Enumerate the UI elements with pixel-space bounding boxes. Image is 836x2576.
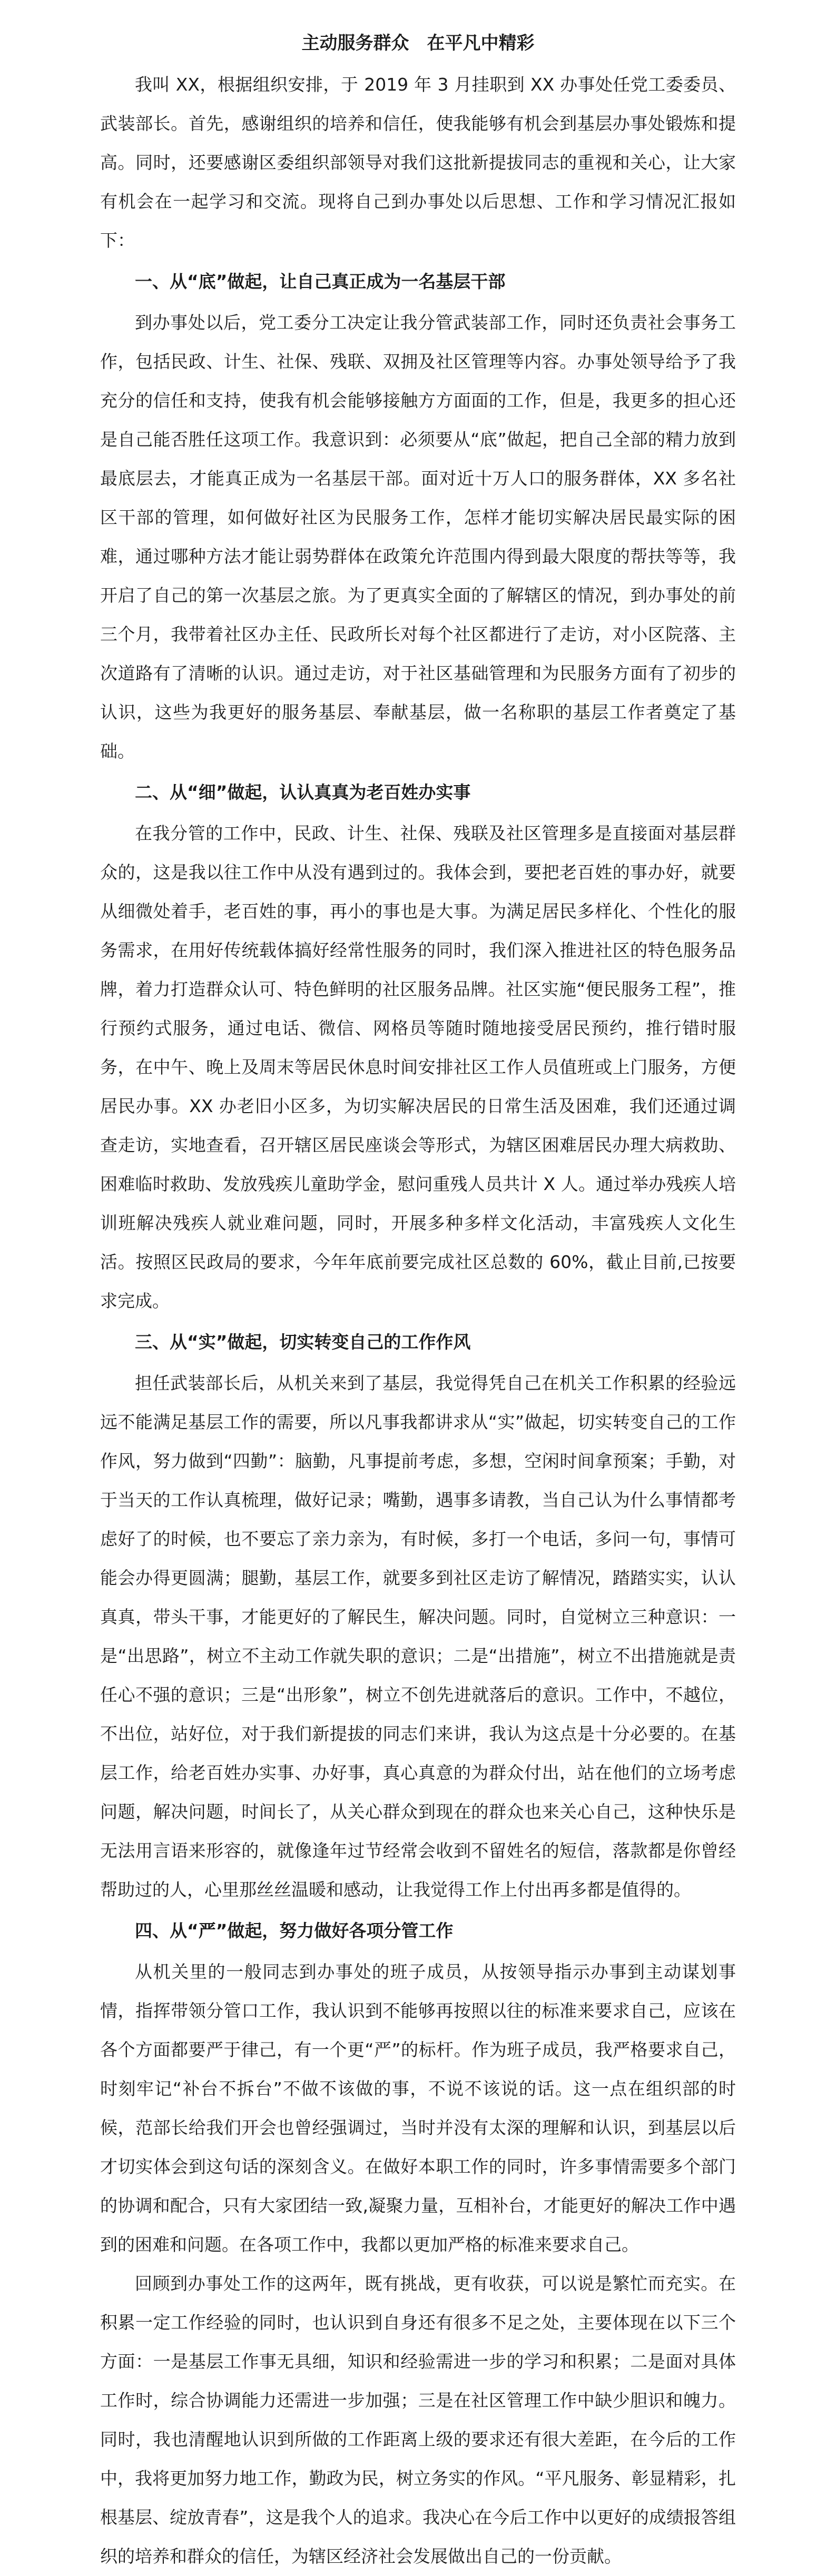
section-1-heading: 一、从“底”做起，让自己真正成为一名基层干部 <box>135 271 506 292</box>
section-2-body: 在我分管的工作中，民政、计生、社保、残联及社区管理多是直接面对基层群众的，这是我以往工作中从没有遇到过的。我体会到，要把老百姓的事办好，就要从细微处着手，老百姓的事，再小的事也是大事。为满足居民多样化、个性化的服务需求，在用好传统载体搞好经常性服务的同时，我们深入推进社区的特色服务品牌，着力打造群众认可、特色鲜明的社区服务品牌。社区实施“便民服务工程”，推行预约式服务，通过电话、微信、网格员等随时随地接受居民预约，推行错时服务，在中午、晚上及周末等居民休息时间安排社区工作人员值班或上门服务，方便居民办事。XX 办老旧小区多，为切实解决居民的日常生活及困难，我们还通过调查走访，实地查看，召开辖区居民座谈会等形式，为辖区困难居民办理大病救助、困难临时救助、发放残疾儿童助学金，慰问重残人员共计 X 人。通过举办残疾人培训班解决残疾人就业难问题，同时，开展多种多样文化活动，丰富残疾人文化生活。按照区民政局的要求，今年年底前要完成社区总数的 60%，截止目前,已按要求完成。 <box>100 823 736 1311</box>
section-2-heading: 二、从“细”做起，认认真真为老百姓办实事 <box>135 782 471 802</box>
section-4-heading: 四、从“严”做起，努力做好各项分管工作 <box>135 1920 454 1941</box>
section-4-body: 从机关里的一般同志到办事处的班子成员，从按领导指示办事到主动谋划事情，指挥带领分管口工作，我认识到不能够再按照以往的标准来要求自己，应该在各个方面都要严于律己，有一个更“严”的标杆。作为班子成员，我严格要求自己，时刻牢记“补台不拆台”不做不该做的事，不说不该说的话。这一点在组织部的时候，范部长给我们开会也曾经强调过，当时并没有太深的理解和认识，到基层以后才切实体会到这句话的深刻含义。在做好本职工作的同时，许多事情需要多个部门的协调和配合，只有大家团结一致,凝聚力量，互相补台，才能更好的解决工作中遇到的困难和问题。在各项工作中，我都以更加严格的标准来要求自己。 <box>100 1961 736 2255</box>
section-1-body: 到办事处以后，党工委分工决定让我分管武装部工作，同时还负责社会事务工作，包括民政、计生、社保、残联、双拥及社区管理等内容。办事处领导给予了我充分的信任和支持，使我有机会能够接触方方面面的工作，但是，我更多的担心还是自己能否胜任这项工作。我意识到：必须要从“底”做起，把自己全部的精力放到最底层去，才能真正成为一名基层干部。面对近十万人口的服务群体，XX 多名社区干部的管理，如何做好社区为民服务工作，怎样才能切实解决居民最实际的困难，通过哪种方法才能让弱势群体在政策允许范围内得到最大限度的帮扶等等，我开启了自己的第一次基层之旅。为了更真实全面的了解辖区的情况，到办事处的前三个月，我带着社区办主任、民政所长对每个社区都进行了走访，对小区院落、主次道路有了清晰的认识。通过走访，对于社区基础管理和为民服务方面有了初步的认识，这些为我更好的服务基层、奉献基层，做一名称职的基层工作者奠定了基础。 <box>100 312 736 761</box>
intro-paragraph: 我叫 XX，根据组织安排，于 2019 年 3 月挂职到 XX 办事处任党工委委员、武装部长。首先，感谢组织的培养和信任，使我能够有机会到基层办事处锻炼和提高。同时，还要感谢区委组织部领导对我们这批新提拔同志的重视和关心，让大家有机会在一起学习和交流。现将自己到办事处以后思想、工作和学习情况汇报如下： <box>100 74 736 251</box>
section-3-body: 担任武装部长后，从机关来到了基层，我觉得凭自己在机关工作积累的经验远远不能满足基层工作的需要，所以凡事我都讲求从“实”做起，切实转变自己的工作作风，努力做到“四勤”：脑勤，凡事提前考虑，多想，空闲时间拿预案；手勤，对于当天的工作认真梳理，做好记录；嘴勤，遇事多请教，当自己认为什么事情都考虑好了的时候，也不要忘了亲力亲为，有时候，多打一个电话，多问一句，事情可能会办得更圆满；腿勤，基层工作，就要多到社区走访了解情况，踏踏实实，认认真真，带头干事，才能更好的了解民生，解决问题。同时，自觉树立三种意识：一是“出思路”，树立不主动工作就失职的意识；二是“出措施”，树立不出措施就是责任心不强的意识；三是“出形象”，树立不创先进就落后的意识。工作中，不越位，不出位，站好位，对于我们新提拔的同志们来讲，我认为这点是十分必要的。在基层工作，给老百姓办实事、办好事，真心真意的为群众付出，站在他们的立场考虑问题，解决问题，时间长了，从关心群众到现在的群众也来关心自己，这种快乐是无法用言语来形容的，就像逢年过节经常会收到不留姓名的短信，落款都是你曾经帮助过的人，心里那丝丝温暖和感动，让我觉得工作上付出再多都是值得的。 <box>100 1373 736 1900</box>
closing-paragraph: 回顾到办事处工作的这两年，既有挑战，更有收获，可以说是繁忙而充实。在积累一定工作经验的同时，也认识到自身还有很多不足之处，主要体现在以下三个方面：一是基层工作事无具细，知识和经验需进一步的学习和积累；二是面对具体工作时，综合协调能力还需进一步加强；三是在社区管理工作中缺少胆识和魄力。同时，我也清醒地认识到所做的工作距离上级的要求还有很大差距，在今后的工作中，我将更加努力地工作，勤政为民，树立务实的作风。“平凡服务、彰显精彩，扎根基层、绽放青春”，这是我个人的追求。我决心在今后工作中以更好的成绩报答组织的培养和群众的信任，为辖区经济社会发展做出自己的一份贡献。 <box>100 2273 736 2567</box>
section-3-heading: 三、从“实”做起，切实转变自己的工作作风 <box>135 1332 471 1352</box>
document-title: 主动服务群众 在平凡中精彩 <box>301 33 535 54</box>
